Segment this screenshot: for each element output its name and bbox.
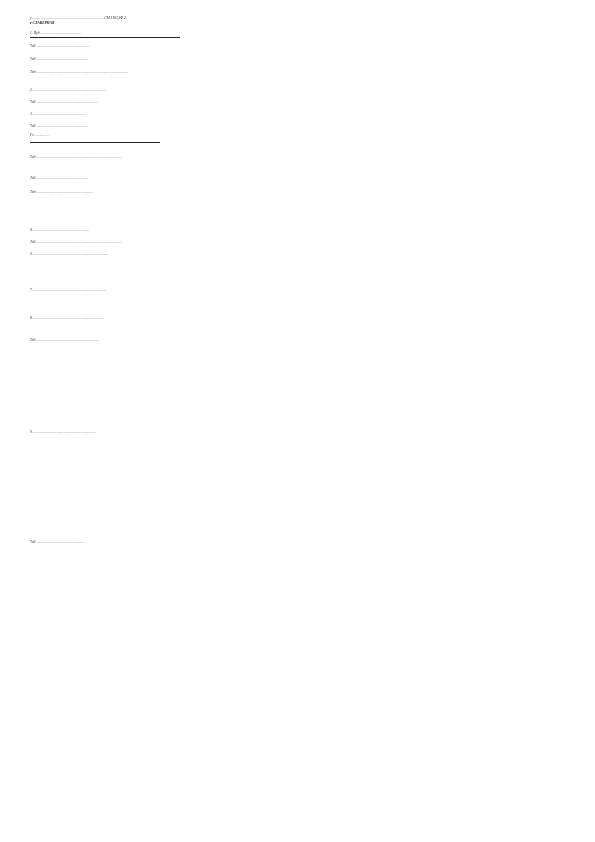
doc-line: 9. ..................................................................... — [30, 430, 96, 434]
doc-line: 4. .............................................................. — [30, 228, 90, 232]
doc-line: Тод ...................................................................... — [30, 338, 100, 342]
doc-line: Тод ...................................................... — [30, 540, 85, 544]
doc-line: Тод .......................................................... — [30, 176, 89, 180]
doc-line: Тод ......................................................... — [30, 124, 88, 128]
doc-line: 3. ......................................................... — [30, 112, 85, 116]
blank-line — [30, 142, 160, 143]
doc-line: 5. ................................................................................... — [30, 252, 109, 256]
doc-line: Тод ............................................................... — [30, 190, 93, 194]
doc-line: Гл ................ — [30, 133, 49, 137]
doc-line: 8. ............................................................................... — [30, 316, 105, 320]
doc-line: 1. Пуд ............................................. — [30, 31, 81, 35]
doc-line: ё СЛАВЕРНАЯ — [30, 21, 55, 25]
doc-line: Тод ..................................................................... — [30, 100, 99, 104]
doc-line: Тод ............................................................................................... — [30, 240, 122, 244]
doc-line: Тод ............................................................ — [30, 44, 91, 48]
doc-line: у ............................................................................... СМ I ЕЦ ЗФ 2, — [30, 16, 127, 20]
doc-line: Тод ............................................................................................... — [30, 155, 122, 159]
doc-line: 7. .................................................................................. — [30, 288, 108, 292]
doc-line: 2. ................................................................................. — [30, 88, 107, 92]
doc-line: Тод ...................................................................................................... — [30, 70, 128, 74]
blank-line — [30, 37, 180, 38]
doc-line: Тод .......................................................... — [30, 57, 89, 61]
